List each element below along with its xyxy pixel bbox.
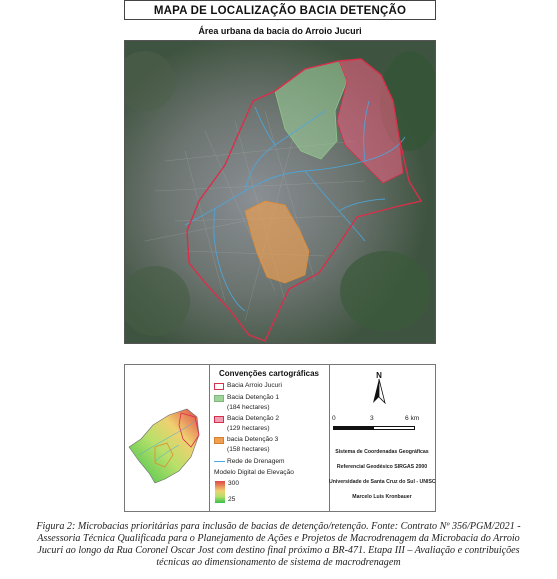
caption-line-3: Jucuri ao longo da Rua Coronel Oscar Jost com destino final próximo a BR-471. Etapa III – Avaliação e contribuições xyxy=(37,545,520,556)
north-arrow-icon xyxy=(329,369,435,409)
info-coordinate-system: Sistema de Coordenadas Geográficas xyxy=(335,449,429,455)
scale-tick-0: 0 xyxy=(332,415,336,422)
info-author: Marcelo Luís Kronbauer xyxy=(352,494,412,500)
legend-elevation-high: 300 xyxy=(228,480,240,487)
inset-map-canvas xyxy=(125,365,209,511)
inset-elevation-map xyxy=(125,365,210,511)
legend-label-basin: Bacia Arroio Jucuri xyxy=(227,382,282,389)
legend-label-detention-1: Bacia Detenção 1 xyxy=(227,394,280,401)
legend-elevation-low: 25 xyxy=(228,496,236,503)
scale-tick-3: 3 xyxy=(370,415,374,422)
legend-label-detention-2: Bacia Detenção 2 xyxy=(227,415,280,422)
legend-area-detention-3: (158 hectares) xyxy=(227,446,270,453)
info-university: Universidade de Santa Cruz do Sul - UNISC xyxy=(329,479,436,485)
legend-elevation-ramp xyxy=(215,481,225,503)
map-info xyxy=(329,365,435,511)
north-label: N xyxy=(376,371,382,380)
legend-swatch-basin xyxy=(214,383,224,390)
legend-swatch-detention-2 xyxy=(214,416,224,423)
legend-area-detention-2: (129 hectares) xyxy=(227,425,270,432)
legend-title: Convenções cartográficas xyxy=(218,369,320,378)
caption-line-4: técnicas ao dimensionamento de sistema de macrodrenagem xyxy=(156,557,401,568)
legend-label-elevation: Modelo Digital de Elevação xyxy=(214,469,294,476)
map-title: MAPA DE LOCALIZAÇÃO BACIA DETENÇÃO xyxy=(153,5,407,17)
info-geodetic-reference: Referencial Geodésico SIRGAS 2000 xyxy=(336,464,428,470)
legend-conventions xyxy=(209,365,330,511)
map-title-box xyxy=(124,0,436,20)
satellite-map xyxy=(124,40,436,344)
inset-watershed xyxy=(129,409,199,483)
legend-label-drainage: Rede de Drenagem xyxy=(227,458,285,465)
legend-area-detention-1: (184 hectares) xyxy=(227,404,270,411)
map-subtitle: Área urbana da bacia do Arroio Jucuri xyxy=(198,26,362,36)
legend-line-drainage xyxy=(214,461,225,462)
caption-line-1: Figura 2: Microbacias prioritárias para inclusão de bacias de detenção/retenção. Fonte: Contrato Nº 356/PGM/2021 - xyxy=(36,521,521,532)
legend-swatch-detention-1 xyxy=(214,395,224,402)
legend-label-detention-3: bacia Detenção 3 xyxy=(227,436,279,443)
caption-line-2: Assessoria Técnica Qualificada para o Planejamento de Ações e Projetos de Macrodrenagem da Microbacia do Arroio xyxy=(37,533,520,544)
scale-bar xyxy=(333,426,415,430)
legend-panel xyxy=(124,364,436,512)
figure-caption xyxy=(8,521,549,569)
map-canvas xyxy=(125,41,436,344)
legend-swatch-detention-3 xyxy=(214,437,224,444)
scale-tick-6: 6 km xyxy=(405,415,420,422)
forest-patch xyxy=(340,251,430,331)
